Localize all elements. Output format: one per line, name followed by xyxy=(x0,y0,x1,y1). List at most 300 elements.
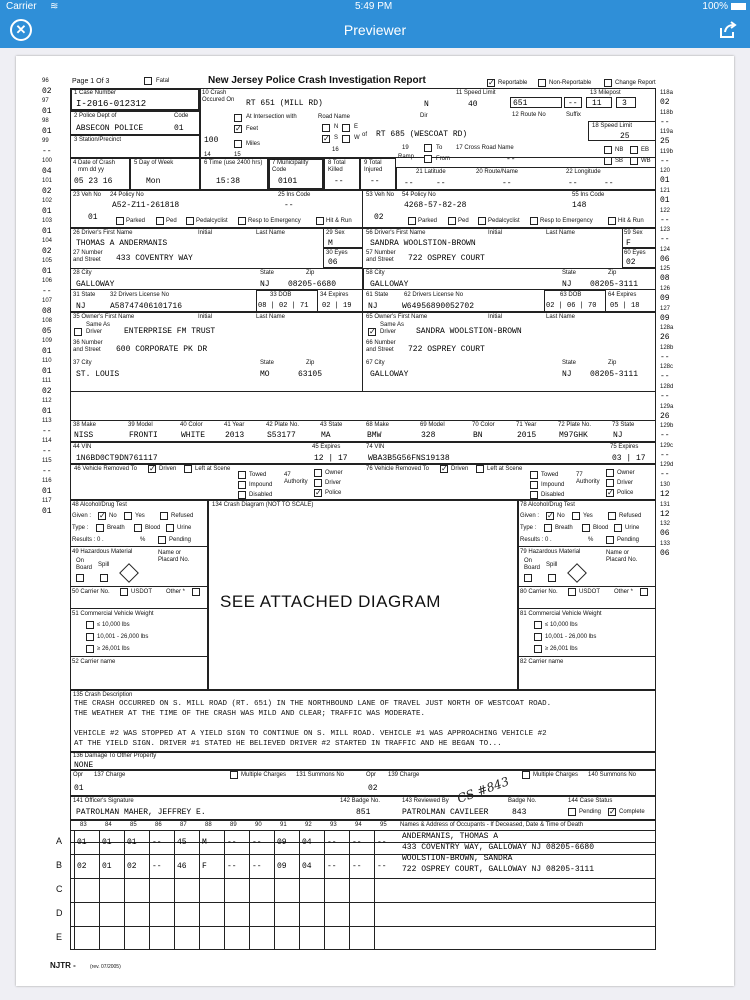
badge2-value: 843 xyxy=(512,808,527,817)
v1-pstate-value: MA xyxy=(321,431,331,440)
impound1-checkbox[interactable] xyxy=(238,481,246,489)
side1-results-label: Results : 0 . xyxy=(72,537,104,543)
occ-row-line xyxy=(70,854,656,855)
side1-urine-checkbox[interactable] xyxy=(166,524,174,532)
vehicle1-parked-checkbox[interactable] xyxy=(116,217,124,225)
nav-bar xyxy=(0,14,750,48)
side1-w1-checkbox[interactable] xyxy=(86,621,94,629)
side1-yes-checkbox[interactable] xyxy=(124,512,132,520)
multi1-label: Multiple Charges xyxy=(241,772,287,778)
damage-value: NONE xyxy=(74,761,94,770)
d1-exp-value: 02 | 19 xyxy=(322,302,352,310)
v2-year-value: 2015 xyxy=(517,431,537,440)
dir-s-checkbox[interactable] xyxy=(322,135,330,143)
o2-city-label: 67 City xyxy=(366,360,385,366)
sb-checkbox[interactable] xyxy=(604,157,612,165)
driver1-label: Driver xyxy=(325,480,341,486)
d2-last-label: Last Name xyxy=(546,230,576,236)
close-icon[interactable]: ✕ xyxy=(10,19,32,41)
side2-pct-label: % xyxy=(588,537,594,543)
side-right-item: 01 xyxy=(660,176,670,186)
n16: 16 xyxy=(332,147,339,153)
clock: 5:49 PM xyxy=(355,1,393,12)
side1-divider-4 xyxy=(70,656,208,657)
vehicle2-resp-checkbox[interactable] xyxy=(530,217,538,225)
veh1-label: 23 Veh No xyxy=(73,192,102,198)
d1-street-label: 27 Number and Street xyxy=(73,250,103,263)
veh2-label: 53 Veh No xyxy=(366,192,395,198)
driven1-checkbox[interactable] xyxy=(148,465,156,473)
d1-lic-state-label: 31 State xyxy=(73,292,96,298)
side1-no-label: No xyxy=(109,513,117,519)
o1-zip-label: Zip xyxy=(306,360,315,366)
occ-name-line: ANDERMANIS, THOMAS A xyxy=(402,832,499,841)
side2-breath-checkbox[interactable] xyxy=(544,524,552,532)
occ-col-header: 84 xyxy=(105,822,112,828)
case-pending-label: Pending xyxy=(579,809,602,815)
vehicle1-resp-checkbox[interactable] xyxy=(238,217,246,225)
side-right-item: 131 xyxy=(660,501,671,508)
side1-onboard-checkbox[interactable] xyxy=(76,574,84,582)
v2-plate-value: M97GHK xyxy=(559,431,588,440)
reportable-checkbox[interactable] xyxy=(487,79,495,87)
crash-on-label: 10 Crash Occured On xyxy=(202,90,235,103)
side-left-item: 111 xyxy=(42,378,52,384)
code-value: 01 xyxy=(174,124,184,133)
d1-sex-value: M xyxy=(328,239,333,248)
side1-urine-label: Urine xyxy=(177,525,192,531)
side-right-item: 129a xyxy=(660,403,674,410)
side1-usdot-label: USDOT xyxy=(131,589,152,595)
owner2-label: Owner xyxy=(617,470,635,476)
side-left-item: 103 xyxy=(42,218,53,224)
crash-on-value: RT 651 (MILL RD) xyxy=(246,99,323,108)
d2-dob-label: 63 DOB xyxy=(560,292,582,298)
side-right-item: 133 xyxy=(660,540,671,547)
dir-w-label: W xyxy=(354,135,360,141)
o2-zip-value: 08205-3111 xyxy=(590,370,639,379)
case-number-label: 1 Case Number xyxy=(74,90,117,96)
authority2-label: 77 Authority xyxy=(576,472,600,485)
side1-cname-label: 52 Carrier name xyxy=(72,659,116,665)
o1-street-value: 600 CORPORATE PK DR xyxy=(116,345,208,354)
wb-checkbox[interactable] xyxy=(630,157,638,165)
d1-zip-value: 08205-6680 xyxy=(288,280,337,289)
side1-no-checkbox[interactable] xyxy=(98,512,106,520)
disabled2-checkbox[interactable] xyxy=(530,491,538,499)
feet-label: Feet xyxy=(246,126,259,132)
speed-limit2-value: 25 xyxy=(620,132,630,141)
side1-w3-checkbox[interactable] xyxy=(86,645,94,653)
ramp-to-checkbox[interactable] xyxy=(424,144,432,152)
side-right-item: -- xyxy=(660,372,670,382)
sb-label: SB xyxy=(615,158,624,164)
occ-name-line: 433 COVENTRY WAY, GALLOWAY NJ 08205-6680 xyxy=(402,843,595,852)
d2-lic-state-value: NJ xyxy=(368,302,378,311)
occ-col-header: 94 xyxy=(355,822,362,828)
side-left-item: -- xyxy=(42,467,52,476)
driven2-label: Driven xyxy=(451,466,469,472)
fatal-checkbox[interactable] xyxy=(144,77,152,85)
disabled2-label: Disabled xyxy=(541,492,565,498)
side1-usdot-checkbox[interactable] xyxy=(120,588,128,596)
side1-given-label: Given : xyxy=(72,513,92,519)
side2-yes-checkbox[interactable] xyxy=(572,512,580,520)
description-line: AT THE YIELD SIGN. DRIVER #1 STATED HE BELIEVED DRIVER #2 STARTED IN TRAFFIC AND HE BEGAN TO... xyxy=(74,740,502,748)
side-right-item: 123 xyxy=(660,227,671,234)
occ-cell: 02 xyxy=(127,862,137,871)
multi2-checkbox[interactable] xyxy=(522,771,530,779)
side-right-item: 132 xyxy=(660,521,671,528)
v1-year-label: 41 Year xyxy=(224,422,245,428)
owner1-label: Owner xyxy=(325,470,343,476)
driven2-checkbox[interactable] xyxy=(440,465,448,473)
side-left-item: 110 xyxy=(42,358,52,364)
d2-zip-label: Zip xyxy=(608,270,617,276)
disabled1-checkbox[interactable] xyxy=(238,491,246,499)
side2-divider-1 xyxy=(518,546,656,547)
route-name-value: -- xyxy=(502,179,512,188)
v2-make-value: BMW xyxy=(367,431,382,440)
d2-exp-label: 64 Expires xyxy=(608,292,637,298)
d1-last-label: Last Name xyxy=(256,230,286,236)
lat-value: -- xyxy=(404,179,414,188)
o1-name-value: ENTERPRISE FM TRUST xyxy=(124,327,216,336)
intersection-label: At Intersection with xyxy=(246,114,297,120)
left-scene1-checkbox[interactable] xyxy=(184,465,192,473)
side1-blood-checkbox[interactable] xyxy=(134,524,142,532)
feet-checkbox[interactable] xyxy=(234,125,242,133)
d1-eyes-value: 06 xyxy=(328,258,338,267)
side1-w1-label: ≤ 10,000 lbs xyxy=(97,622,130,628)
side2-spill-label: Spill xyxy=(546,562,558,568)
vehicle2-pedalcyclist-checkbox[interactable] xyxy=(478,217,486,225)
speed-limit-label: 11 Speed Limit xyxy=(456,90,496,96)
left-scene2-checkbox[interactable] xyxy=(476,465,484,473)
towed1-checkbox[interactable] xyxy=(238,471,246,479)
side2-breath-label: Breath xyxy=(555,525,573,531)
side1-refused-checkbox[interactable] xyxy=(160,512,168,520)
side2-blood-checkbox[interactable] xyxy=(582,524,590,532)
suffix-label: Suffix xyxy=(566,112,581,118)
o1-same-checkbox[interactable] xyxy=(74,328,82,336)
fatal-label: Fatal xyxy=(156,78,170,84)
n14: 14 xyxy=(204,152,211,158)
side-left-item: 01 xyxy=(42,487,52,496)
vehicle1-pedalcyclist-checkbox[interactable] xyxy=(186,217,194,225)
side-right-item: 26 xyxy=(660,333,670,343)
occ-col-line xyxy=(124,830,125,950)
suffix-value: -- xyxy=(568,99,578,108)
side-left-item: 101 xyxy=(42,178,53,184)
d2-city-label: 58 City xyxy=(366,270,385,276)
footer-label: NJTR - xyxy=(50,961,76,970)
v2-color-value: BN xyxy=(473,431,483,440)
side-right-item: 125 xyxy=(660,266,671,273)
cross-road-label: 17 Cross Road Name xyxy=(456,145,514,151)
side2-haz-label: 79 Hazardous Material xyxy=(520,549,581,555)
side-left-item: 106 xyxy=(42,278,53,284)
side-left-item: 01 xyxy=(42,227,52,236)
vehicle2-ped-checkbox[interactable] xyxy=(448,217,456,225)
from-label: From xyxy=(436,156,450,162)
d1-city-value: GALLOWAY xyxy=(76,280,115,289)
impound2-checkbox[interactable] xyxy=(530,481,538,489)
side2-spill-checkbox[interactable] xyxy=(548,574,556,582)
side-right-item: 08 xyxy=(660,274,670,284)
side-left-item: 01 xyxy=(42,127,52,136)
dir-e-label: E xyxy=(354,124,359,130)
side2-pending-checkbox[interactable] xyxy=(606,536,614,544)
o2-street-value: 722 OSPREY COURT xyxy=(408,345,485,354)
route-name-label: 20 Route/Name xyxy=(476,169,519,175)
lat-label: 21 Latitude xyxy=(416,169,446,175)
policy2-label: 54 Policy No xyxy=(402,192,436,198)
police1-checkbox[interactable] xyxy=(314,489,322,497)
vehicle1-hit_run-label: Hit & Run xyxy=(326,218,352,224)
side-left-item: -- xyxy=(42,287,52,296)
side2-urine-checkbox[interactable] xyxy=(614,524,622,532)
occ-col-header: 87 xyxy=(180,822,187,828)
side1-other-checkbox[interactable] xyxy=(192,588,200,596)
side1-breath-checkbox[interactable] xyxy=(96,524,104,532)
side-right-item: -- xyxy=(660,470,670,480)
case-complete-checkbox[interactable] xyxy=(608,808,616,816)
occ-row-label: E xyxy=(56,932,63,942)
side-left-item: 05 xyxy=(42,327,52,336)
side2-w3-checkbox[interactable] xyxy=(534,645,542,653)
side1-divider-1 xyxy=(70,546,208,547)
side-right-item: 119b xyxy=(660,148,673,155)
side2-w3-label: ≥ 26,001 lbs xyxy=(545,646,578,652)
d1-sex-label: 29 Sex xyxy=(326,230,345,236)
o2-label: 65 Owner's First Name xyxy=(366,314,428,320)
route-no-label: 12 Route No xyxy=(512,112,546,118)
side-right-item: -- xyxy=(660,215,670,225)
dir-e-checkbox[interactable] xyxy=(342,124,350,132)
dir-s-label: S xyxy=(334,135,339,141)
side2-type-label: Type : xyxy=(520,525,537,531)
side-right-item: 122 xyxy=(660,207,671,214)
change-report-checkbox[interactable] xyxy=(604,79,612,87)
side-right-item: 06 xyxy=(660,254,670,264)
vehicle2-parked-checkbox[interactable] xyxy=(408,217,416,225)
owner1-checkbox[interactable] xyxy=(314,469,322,477)
occ-col-line xyxy=(99,830,100,950)
o1-state-value: MO xyxy=(260,370,270,379)
side-right-item: 129d xyxy=(660,462,674,469)
d1-city-label: 28 City xyxy=(73,270,92,276)
occ-row-label: C xyxy=(56,884,63,894)
occ-row-line xyxy=(70,926,656,927)
occ-cell: -- xyxy=(227,862,237,871)
removed-row xyxy=(70,464,656,500)
side-left-item: -- xyxy=(42,147,52,156)
driver2-checkbox[interactable] xyxy=(606,479,614,487)
dir-w-checkbox[interactable] xyxy=(342,135,350,143)
d2-first-label: 56 Driver's First Name xyxy=(366,230,426,236)
nav-title: Previewer xyxy=(343,22,407,38)
miles-checkbox[interactable] xyxy=(234,140,242,148)
occ-col-line xyxy=(324,830,325,950)
d1-zip-label: Zip xyxy=(306,270,315,276)
side2-no-checkbox[interactable] xyxy=(546,512,554,520)
side-left-item: 01 xyxy=(42,407,52,416)
occ-col-line xyxy=(349,830,350,950)
side1-breath-label: Breath xyxy=(107,525,125,531)
occ-cell: 45 xyxy=(177,838,187,847)
occ-cell: 01 xyxy=(127,838,137,847)
officer-value: PATROLMAN MAHER, JEFFREY E. xyxy=(76,808,206,817)
occ-col-header: 92 xyxy=(305,822,312,828)
left-scene1-label: Left at Scene xyxy=(195,466,231,472)
v1-vexp-value: 12 | 17 xyxy=(314,454,348,463)
v2-plate-label: 72 Plate No. xyxy=(558,422,592,428)
miles-label: Miles xyxy=(246,141,261,147)
ramp-from-checkbox[interactable] xyxy=(424,155,432,163)
side2-w2-checkbox[interactable] xyxy=(534,633,542,641)
vehicle2-resp-label: Resp to Emergency xyxy=(540,218,593,224)
long-value: -- xyxy=(568,179,578,188)
opr1-value: 01 xyxy=(74,784,84,793)
occ-name-line: 722 OSPREY COURT, GALLOWAY NJ 08205-3111 xyxy=(402,865,595,874)
side-right-item: 09 xyxy=(660,313,670,323)
side-right-item: 25 xyxy=(660,137,670,147)
police-dept-label: 2 Police Dept of xyxy=(74,113,117,119)
non-reportable-checkbox[interactable] xyxy=(538,79,546,87)
d2-state-value: NJ xyxy=(562,280,572,289)
side-right-item: 120 xyxy=(660,168,671,175)
side2-cvw-label: 81 Commercial Vehicle Weight xyxy=(520,611,602,617)
vehicle2-hit_run-label: Hit & Run xyxy=(618,218,644,224)
side1-pending-checkbox[interactable] xyxy=(158,536,166,544)
side-left-item: 02 xyxy=(42,87,52,96)
side-right-item: -- xyxy=(660,431,670,441)
damage-box xyxy=(70,752,656,770)
side1-cvw-label: 51 Commercial Vehicle Weight xyxy=(72,611,154,617)
side2-w1-checkbox[interactable] xyxy=(534,621,542,629)
towed2-checkbox[interactable] xyxy=(530,471,538,479)
v2-model-value: 328 xyxy=(421,431,436,440)
ins2-label: 55 Ins Code xyxy=(572,192,605,198)
d1-name-value: THOMAS A ANDERMANIS xyxy=(76,239,168,248)
side-right-item: 128b xyxy=(660,344,674,351)
speed-limit2-label: 18 Speed Limit xyxy=(592,123,633,129)
vehicle1-hit_run-checkbox[interactable] xyxy=(316,217,324,225)
side-left-item: 107 xyxy=(42,298,53,304)
occ-col-header: 90 xyxy=(255,822,262,828)
police2-checkbox[interactable] xyxy=(606,489,614,497)
multi1-checkbox[interactable] xyxy=(230,771,238,779)
occ-cell: 01 xyxy=(77,838,87,847)
nb-checkbox[interactable] xyxy=(604,146,612,154)
v1-make-value: NISS xyxy=(74,431,94,440)
occ-col-line xyxy=(174,830,175,950)
document-page[interactable] xyxy=(16,56,734,986)
o1-same-label: Same As Driver xyxy=(86,322,111,335)
occ-name-line: WOOLSTION-BROWN, SANDRA xyxy=(402,854,513,863)
o2-city-value: GALLOWAY xyxy=(370,370,409,379)
driver1-checkbox[interactable] xyxy=(314,479,322,487)
status-bar xyxy=(0,0,750,14)
carrier-label: Carrier xyxy=(6,1,37,12)
o2-state-label: State xyxy=(562,360,577,366)
dir-n-label: N xyxy=(334,124,339,130)
side-left-item: 105 xyxy=(42,258,53,264)
eb-checkbox[interactable] xyxy=(630,146,638,154)
dir-n-checkbox[interactable] xyxy=(322,124,330,132)
side2-no-label: No xyxy=(557,513,565,519)
side-right-item: 12 xyxy=(660,509,670,519)
side-right-item: 121 xyxy=(660,188,671,194)
towed2-label: Towed xyxy=(541,472,559,478)
station-label: 3 Station/Precinct xyxy=(74,137,122,143)
side1-spill-checkbox[interactable] xyxy=(100,574,108,582)
left-scene2-label: Left at Scene xyxy=(487,466,523,472)
d2-sex-label: 59 Sex xyxy=(624,230,643,236)
side2-onboard-label: On Board xyxy=(524,558,541,571)
occ-col-line xyxy=(249,830,250,950)
side2-onboard-checkbox[interactable] xyxy=(524,574,532,582)
owner2-checkbox[interactable] xyxy=(606,469,614,477)
opr2-value: 02 xyxy=(368,784,378,793)
side-left-item: 108 xyxy=(42,318,53,324)
side2-pending-label: Pending xyxy=(617,537,640,543)
v1-vin-label: 44 VIN xyxy=(73,444,92,450)
occ-cell: M xyxy=(202,838,207,847)
occ-col-header: 91 xyxy=(280,822,287,828)
removed2-label: 76 Vehicle Removed To xyxy=(366,466,429,472)
occ-col-header: 89 xyxy=(230,822,237,828)
badge-label: 142 Badge No. xyxy=(340,798,381,804)
side1-divider-3 xyxy=(70,608,208,609)
side-right-item: -- xyxy=(660,235,670,245)
reportable-label: Reportable xyxy=(498,80,528,86)
share-icon[interactable] xyxy=(718,20,738,40)
side2-refused-checkbox[interactable] xyxy=(608,512,616,520)
side2-blood-label: Blood xyxy=(593,525,609,531)
occ-cell: -- xyxy=(377,862,387,871)
o2-same-checkbox[interactable] xyxy=(368,328,376,336)
occ-row-line xyxy=(70,902,656,903)
vehicle1-ped-checkbox[interactable] xyxy=(156,217,164,225)
d2-street-value: 722 OSPREY COURT xyxy=(408,254,485,263)
vehicle2-hit_run-checkbox[interactable] xyxy=(608,217,616,225)
v1-vin-value: 1N6BD0CT9DN761117 xyxy=(76,454,158,463)
v1-year-value: 2013 xyxy=(225,431,245,440)
d2-name-value: SANDRA WOOLSTION-BROWN xyxy=(370,239,476,248)
d1-state-value: NJ xyxy=(260,280,270,289)
v2-vin-value: WBA3B5G56FNS19138 xyxy=(368,454,450,463)
d1-initial-label: Initial xyxy=(198,230,213,236)
occ-cell: -- xyxy=(327,838,337,847)
d1-exp-label: 34 Expires xyxy=(320,292,349,298)
case-pending-checkbox[interactable] xyxy=(568,808,576,816)
side-left-item: 02 xyxy=(42,387,52,396)
d2-initial-label: Initial xyxy=(488,230,503,236)
page-label: Page 1 Of 3 xyxy=(72,78,110,85)
impound2-label: Impound xyxy=(541,482,565,488)
side2-divider-3 xyxy=(518,608,656,609)
side1-w2-checkbox[interactable] xyxy=(86,633,94,641)
intersection-checkbox[interactable] xyxy=(234,114,242,122)
authority1-label: 47 Authority xyxy=(284,472,308,485)
side1-placard-label: Name or Placard No. xyxy=(158,550,190,563)
killed-label: 8 Total Killed xyxy=(328,160,346,173)
side2-usdot-checkbox[interactable] xyxy=(568,588,576,596)
dow-value: Mon xyxy=(146,177,161,186)
side2-other-checkbox[interactable] xyxy=(640,588,648,596)
